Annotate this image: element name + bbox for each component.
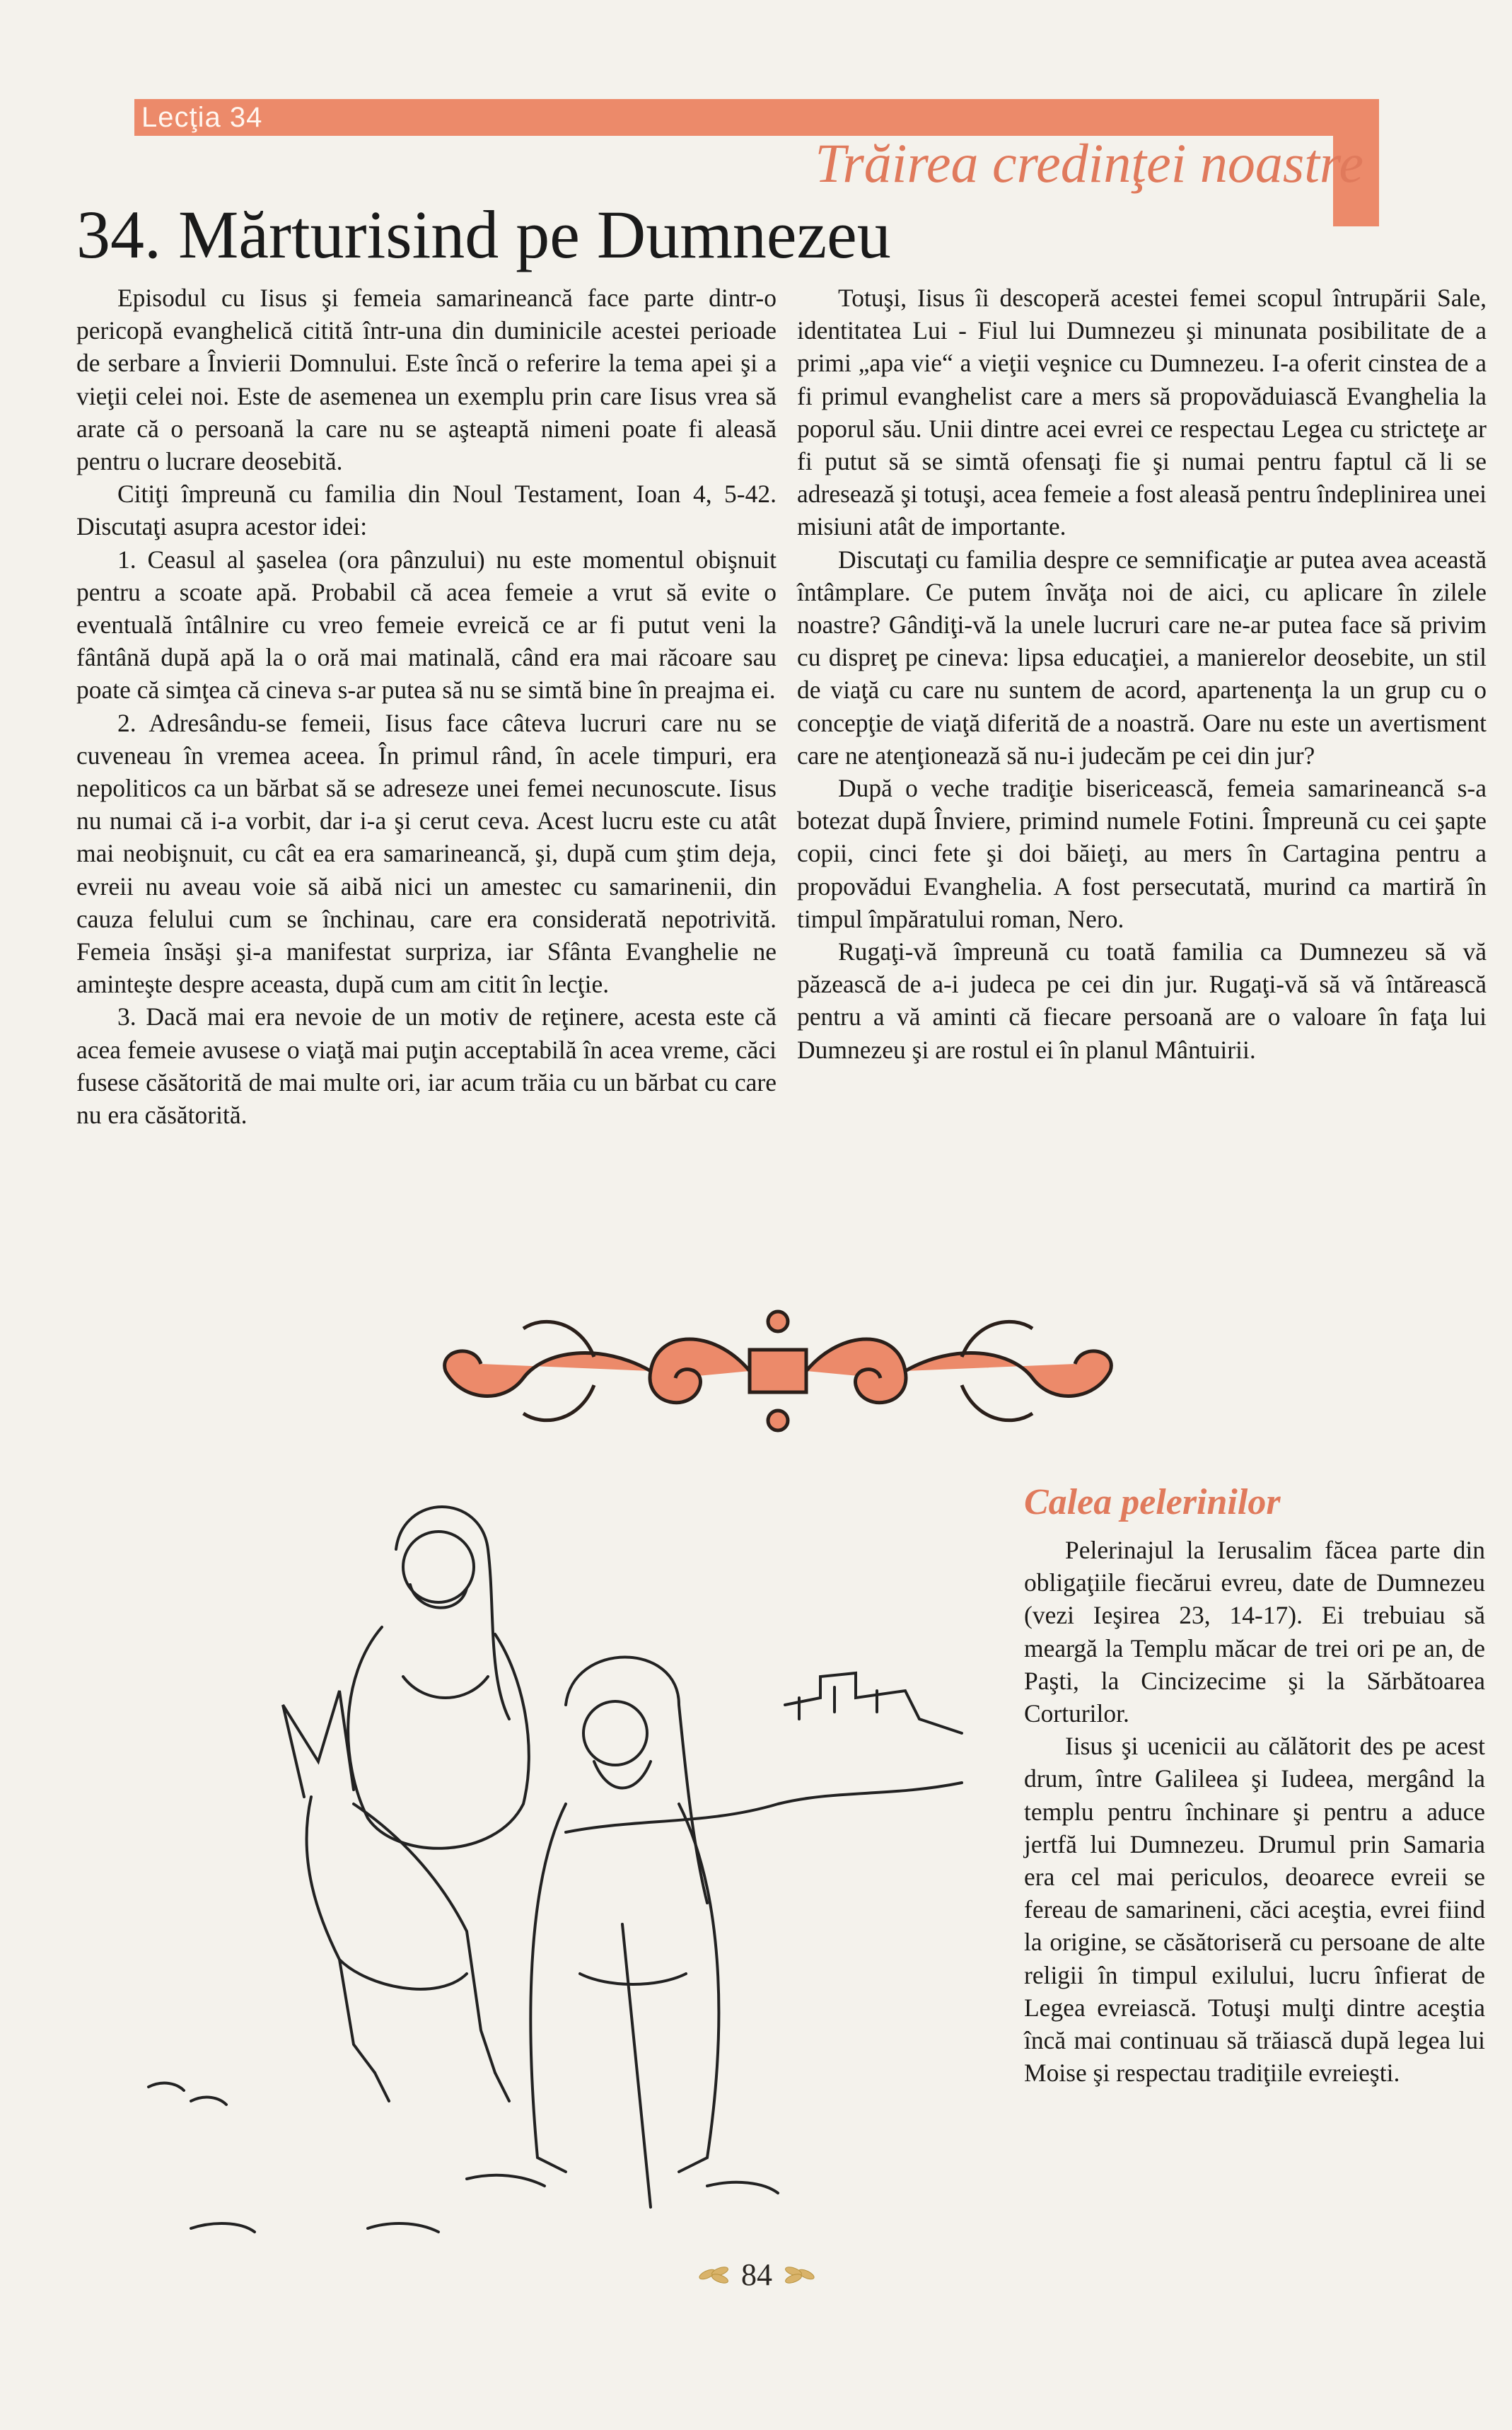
paragraph: Totuşi, Iisus îi descoperă acestei femei scopul întrupării Sale, identitatea Lui - Fiul lui Dumnezeu şi minunata posibilitate de a primi „apa vie“ a vieţii veşnice cu Dumnezeu. I-a oferit cinstea de a fi primul evanghelist care a mers să propovăduiască Evanghelia la poporul său. Unii dintre acei evrei ce respectau Legea cu stricteţe ar fi putut să se simtă ofensaţi fie şi numai pentru faptul că li se adresează şi totuşi, acea femeie a fost aleasă pentru îndeplinirea unei misiuni atât de importante. <box>797 284 1487 541</box>
paragraph: Citiţi împreună cu familia din Noul Testament, Ioan 4, 5-42. Discutaţi asupra acestor idei: <box>76 480 777 541</box>
paragraph: Episodul cu Iisus şi femeia samarineancă face parte dintr-o pericopă evanghelică citită într-una din duminicile acestei perioade de serbare a Învierii Domnului. Este încă o referire la tema apei şi a vieţii celei noi. Este de asemenea un exemplu prin care Iisus vrea să arate că o persoană la care nu se aşteaptă nimeni poate fi aleasă pentru o lucrare deosebită. <box>76 284 777 476</box>
paragraph: 1. Ceasul al şaselea (ora pânzului) nu este momentul obişnuit pentru a scoate apă. Probabil că acea femeie a vrut să evite o eventuală întâlnire cu vreo femeie evreică ce ar fi putut veni la fântână după apă la o oră mai matinală, când era mai răcoare sau poate că simţea că cineva s-ar putea să nu se simtă bine în preajma ei. <box>76 545 777 705</box>
sidebar-text <box>1024 1534 1485 2089</box>
paragraph: Rugaţi-vă împreună cu toată familia ca Dumnezeu să vă păzească de a-i judeca pe cei din jur. Rugaţi-vă să vă întărească pentru a vă aminti că fiecare persoană are o valoare în faţa lui Dumnezeu şi are rostul ei în planul Mântuirii. <box>797 937 1487 1064</box>
page-number: 84 <box>741 2257 772 2292</box>
sidebar-title: Calea pelerinilor <box>1024 1482 1281 1522</box>
paragraph: Iisus şi ucenicii au călătorit des pe acest drum, între Galileea şi Iudeea, mergând la templu pentru închinare şi pentru a aduce jertfă lui Dumnezeu. Drumul prin Samaria era cel mai periculos, deoarece evreii se fereau de samarineni, căci aceştia, evrei fiind la origine, se căsătoriseră cu persoane de alte religii în timpul exilului, lucru înfierat de Legea evreiască. Totuşi mulţi dintre aceştia încă mai continuau să trăiască după legea lui Moise şi respectau tradiţiile evreieşti. <box>1024 1732 1485 2088</box>
paragraph: 3. Dacă mai era nevoie de un motiv de reţinere, acesta este că acea femeie avusese o viaţă mai puţin acceptabilă în acea vreme, căci fusese căsătorită de mai multe ori, iar acum trăia cu un bărbat cu care nu era căsătorită. <box>76 1002 777 1130</box>
pilgrims-illustration <box>71 1464 1004 2271</box>
paragraph: Pelerinajul la Ierusalim făcea parte din obligaţiile fiecărui evreu, date de Dumnezeu (vezi Ieşirea 23, 14-17). Ei trebuiau să meargă la Templu măcar de trei ori pe an, de Paşti, la Cincizecime şi la Sărbătoarea Corturilor. <box>1024 1536 1485 1728</box>
paragraph: 2. Adresându-se femeii, Iisus face câteva lucruri care nu se cuveneau în vremea aceea. În primul rând, în acele timpuri, era nepoliticos ca un bărbat să se adreseze unei femei necunoscute. Iisus nu numai că i-a vorbit, dar i-a şi cerut ceva. Acest lucru este cu atât mai neobişnuit, cu cât ea era samarineancă, şi, după cum ştim deja, evreii nu aveau voie să aibă nici un amestec cu samarinenii, din cauza felului cum se închinau, care era considerată nepotrivită. Femeia însăşi şi-a manifestat surpriza, iar Sfânta Evanghelie ne aminteşte despre aceasta, după cum am citit în lecţie. <box>76 708 777 999</box>
lesson-label: Lecţia 34 <box>141 102 263 133</box>
ornament-icon <box>417 1300 1139 1442</box>
header-band <box>134 99 1379 136</box>
paragraph: După o veche tradiţie bisericească, femeia samarineancă s-a botezat după Înviere, primind numele Fotini. Împreună cu cei şapte copii, cinci fete şi doi băieţi, au mers în Cartagina pentru a propovădui Evanghelia. A fost persecutată, murind ca martiră în timpul împăratului roman, Nero. <box>797 774 1487 933</box>
section-title: Trăirea credinţei noastre <box>815 132 1363 194</box>
right-column <box>797 282 1487 1066</box>
lesson-title: 34. Mărturisind pe Dumnezeu <box>76 197 891 272</box>
paragraph: Discutaţi cu familia despre ce semnificaţie ar putea avea această întâmplare. Ce putem învăţa noi de aici, cu aplicare în zilele noastre? Gândiţi-vă la unele lucruri care ne-ar putea face să privim cu dispreţ pe cineva: lipsa educaţiei, a manierelor deosebite, un stil de viaţă cu care nu suntem de acord, apartenenţa la un grup cu o concepţie de viaţă diferită de a noastră. Oare nu este un avertisment care ne atenţionează să nu-i judecăm pe cei din jur? <box>797 545 1487 770</box>
left-column <box>76 282 777 1131</box>
